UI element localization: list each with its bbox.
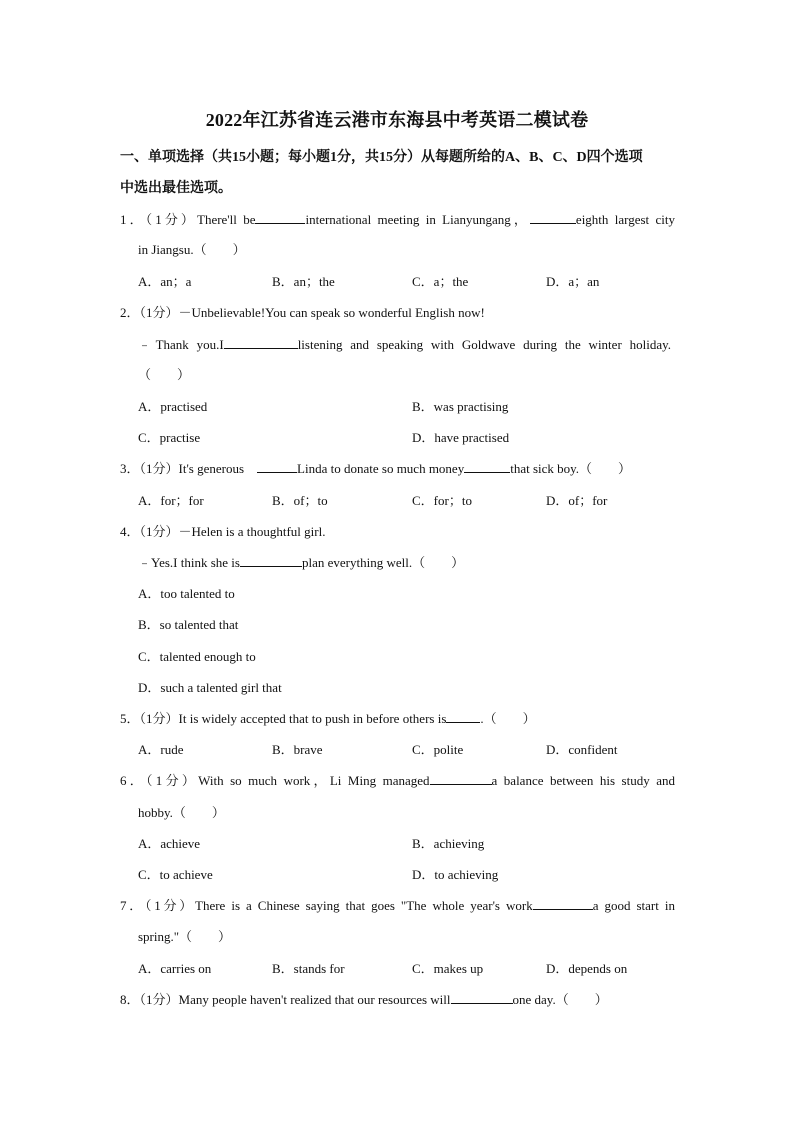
question-7-line2: spring."（ ） <box>138 929 232 944</box>
option-a: A．an；a <box>138 274 192 289</box>
option-c: C．to achieve <box>138 867 213 882</box>
question-6-line1 <box>120 770 675 789</box>
question-4-line1 <box>120 521 675 540</box>
option-d: D．of；for <box>546 493 608 508</box>
answer-blank <box>530 211 576 224</box>
question-5-line1 <box>120 708 675 727</box>
question-text: －Unbelievable!You can speak so wonderful English now! <box>178 305 485 320</box>
question-2-line1 <box>120 302 675 321</box>
option-d: D．to achieving <box>412 867 499 882</box>
option-d: D．depends on <box>546 961 628 976</box>
question-6-line2: hobby.（ ） <box>138 805 225 820</box>
option-d: D．confident <box>546 742 618 757</box>
question-2-line3: （ ） <box>138 367 191 382</box>
option-a: A．rude <box>138 742 184 757</box>
option-a: A．too talented to <box>138 586 235 601</box>
question-text: Many people haven't realized that our resources will <box>178 992 451 1007</box>
option-b: B．brave <box>272 742 323 757</box>
option-d: D．such a talented girl that <box>138 680 282 695</box>
section-heading-line1: 一、单项选择（共15小题；每小题1分，共15分）从每题所给的A、B、C、D四个选项 <box>120 150 643 165</box>
question-text: It is widely accepted that to push in before others is <box>178 711 447 726</box>
option-b: B．so talented that <box>138 617 239 632</box>
option-a: A．practised <box>138 399 208 414</box>
question-8-line1 <box>120 989 675 1008</box>
question-text: .（ ） <box>480 711 536 726</box>
option-b: B．of；to <box>272 493 328 508</box>
question-text: ﹣Thank you.I <box>138 337 224 352</box>
option-b: B．stands for <box>272 961 345 976</box>
question-text: international meeting in Lianyungang， <box>305 212 530 227</box>
question-text: There is a Chinese saying that goes "The whole year's work <box>195 898 533 913</box>
answer-blank <box>255 211 305 224</box>
question-number: 1．（1分） <box>120 212 197 227</box>
option-a: A．for；for <box>138 493 204 508</box>
question-text: ﹣Yes.I think she is <box>138 555 240 570</box>
question-3-line1 <box>120 458 675 477</box>
answer-blank <box>464 460 510 473</box>
option-c: C．practise <box>138 430 201 445</box>
exam-title: 2022年江苏省连云港市东海县中考英语二模试卷 <box>205 110 589 130</box>
option-b: B．an；the <box>272 274 335 289</box>
answer-blank <box>224 336 298 349</box>
question-number: 6．（1分） <box>120 773 199 788</box>
option-a: A．achieve <box>138 836 201 851</box>
question-4-line2 <box>138 552 693 571</box>
question-text: －Helen is a thoughtful girl. <box>178 524 326 539</box>
question-7-line1 <box>120 895 675 914</box>
question-text: Linda to donate so much money <box>297 461 465 476</box>
option-a: A．carries on <box>138 961 212 976</box>
question-text: listening and speaking with Goldwave during the winter holiday. <box>297 337 671 352</box>
option-b: B．achieving <box>412 836 485 851</box>
answer-blank <box>240 554 302 567</box>
option-d: D．have practised <box>412 430 510 445</box>
answer-blank <box>446 710 480 723</box>
question-number: 7．（1分） <box>120 898 196 913</box>
answer-blank <box>451 991 513 1004</box>
option-c: C．for；to <box>412 493 472 508</box>
question-text: a good start in <box>592 898 675 913</box>
option-d: D．a；an <box>546 274 600 289</box>
question-number: 3．（1分） <box>120 461 179 476</box>
answer-blank <box>533 897 593 910</box>
question-text: one day.（ ） <box>512 992 608 1007</box>
question-number: 2．（1分） <box>120 305 179 320</box>
question-text: It's generous <box>178 461 245 476</box>
section-heading-line2: 中选出最佳选项。 <box>120 181 232 196</box>
question-text: With so much work，Li Ming managed <box>198 773 430 788</box>
question-text: that sick boy.（ ） <box>510 461 632 476</box>
option-c: C．talented enough to <box>138 649 256 664</box>
question-2-line2 <box>138 334 671 353</box>
answer-blank <box>257 460 297 473</box>
question-text: a balance between his study and <box>491 773 675 788</box>
question-text: eighth largest city <box>575 212 675 227</box>
question-1-line1 <box>120 209 675 228</box>
question-number: 8．（1分） <box>120 992 179 1007</box>
question-1-line2: in Jiangsu.（ ） <box>138 242 246 257</box>
option-c: C．polite <box>412 742 464 757</box>
question-text: There'll be <box>197 212 256 227</box>
option-c: C．a；the <box>412 274 469 289</box>
option-c: C．makes up <box>412 961 484 976</box>
question-number: 5．（1分） <box>120 711 179 726</box>
option-b: B．was practising <box>412 399 509 414</box>
answer-blank <box>430 772 492 785</box>
question-text: plan everything well.（ ） <box>301 555 465 570</box>
question-number: 4．（1分） <box>120 524 179 539</box>
